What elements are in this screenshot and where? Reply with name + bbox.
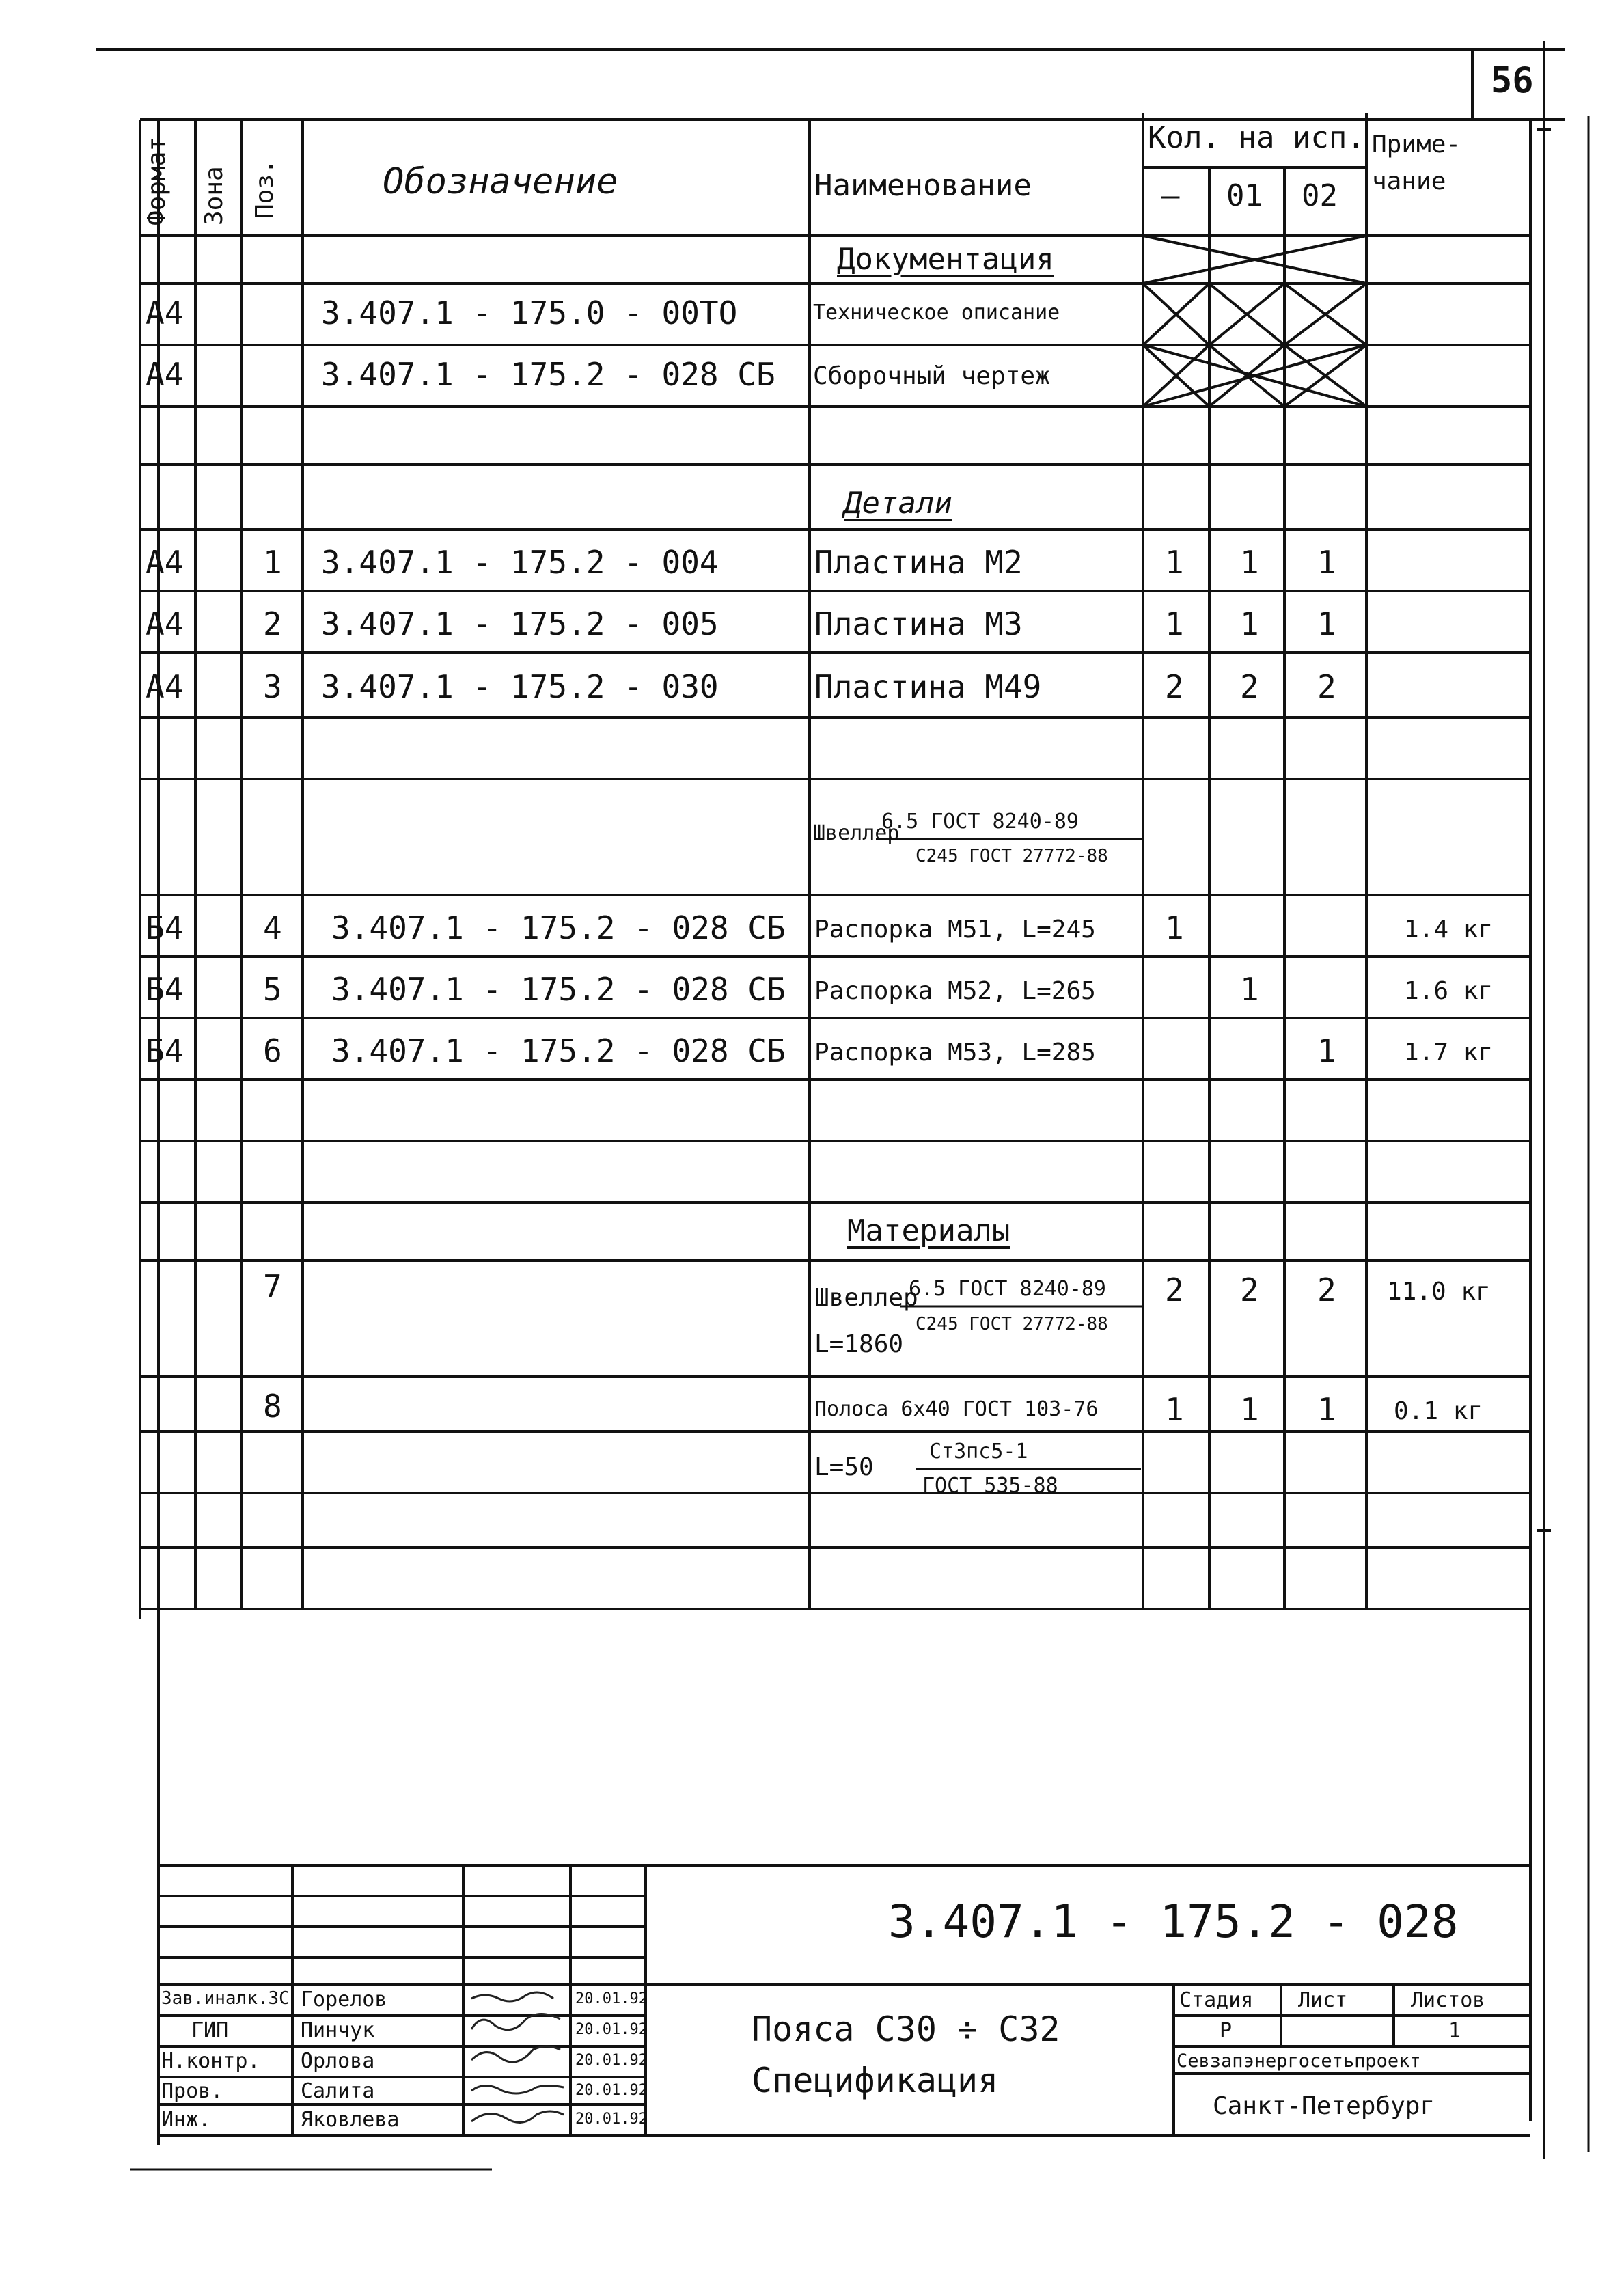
row-note: 1.6 кг	[1404, 977, 1494, 1005]
person-name: Пинчук	[301, 2018, 375, 2042]
row-qty-01: 2	[1240, 1272, 1259, 1308]
shveller-prefix: Швеллер	[813, 821, 900, 845]
row-designation: 3.407.1 - 175.2 - 028 СБ	[321, 356, 775, 393]
row-qty-02: 1	[1317, 544, 1336, 581]
row-designation: 3.407.1 - 175.2 - 028 СБ	[331, 971, 786, 1008]
signatures-graphic	[471, 1992, 564, 2122]
qty-column-3: 02	[1302, 178, 1338, 213]
row-qty-02: 1	[1317, 1391, 1336, 1428]
row-name: Техническое описание	[813, 301, 1060, 325]
row-qty-01: 1	[1240, 1391, 1259, 1428]
row-qty-base: 1	[1165, 1391, 1184, 1428]
row-qty-01: 1	[1240, 605, 1259, 642]
row-pos: 3	[263, 668, 282, 705]
role-label: Н.контр.	[161, 2049, 260, 2073]
document-code: 3.407.1 - 175.2 - 028	[888, 1895, 1459, 1948]
material7-numerator: 6.5 ГОСТ 8240-89	[909, 1277, 1106, 1301]
row-name: Пластина М2	[814, 544, 1023, 581]
row-designation: 3.407.1 - 175.0 - 00ТО	[321, 294, 738, 331]
row-pos: 8	[263, 1388, 282, 1425]
row-pos: 4	[263, 909, 282, 946]
row-pos: 7	[263, 1268, 282, 1305]
row-qty-02: 1	[1317, 1032, 1336, 1069]
row-name: Пластина М3	[814, 605, 1023, 642]
sheet-label: Лист	[1298, 1988, 1348, 2012]
qty-column-1: —	[1161, 178, 1180, 213]
role-label: Пров.	[161, 2079, 223, 2103]
note-column-header: Приме- чание	[1372, 131, 1461, 195]
qty-column-2: 01	[1226, 178, 1263, 213]
row-qty-base: 1	[1165, 605, 1184, 642]
row-name: Распорка М51, L=245	[814, 916, 1096, 944]
row-qty-base: 1	[1165, 909, 1184, 946]
format-column-header: Формат	[143, 136, 171, 225]
row-note: 1.7 кг	[1404, 1039, 1494, 1067]
document-title: Пояса С30 ÷ С32	[752, 2009, 1060, 2049]
row-note: 0.1 кг	[1394, 1397, 1483, 1425]
section-documentation: Документация	[837, 242, 1054, 277]
row-note: 1.4 кг	[1404, 916, 1494, 944]
material8-numerator: Ст3пс5-1	[929, 1440, 1028, 1464]
role-label: Зав.иналк.ЗС	[161, 1988, 290, 2009]
row-format: Б4	[146, 971, 184, 1008]
row-qty-02: 2	[1317, 1272, 1336, 1308]
sign-date: 20.01.92	[575, 2111, 648, 2128]
material8-length: L=50	[814, 1453, 874, 1481]
section-materials: Материалы	[847, 1213, 1010, 1248]
material7-length: L=1860	[814, 1330, 904, 1358]
person-name: Яковлева	[301, 2108, 400, 2132]
row-qty-02: 1	[1317, 605, 1336, 642]
sign-date: 20.01.92	[575, 1990, 648, 2007]
sheets-value: 1	[1448, 2019, 1461, 2043]
row-qty-01: 1	[1240, 544, 1259, 581]
row-designation: 3.407.1 - 175.2 - 028 СБ	[331, 909, 786, 946]
row-pos: 2	[263, 605, 282, 642]
shveller-denominator: С245 ГОСТ 27772-88	[916, 846, 1108, 866]
row-designation: 3.407.1 - 175.2 - 030	[321, 668, 719, 705]
zone-column-header: Зона	[200, 166, 228, 225]
row-name: Распорка М52, L=265	[814, 977, 1096, 1005]
person-name: Орлова	[301, 2049, 375, 2073]
page-number: 56	[1491, 60, 1534, 101]
row-pos: 5	[263, 971, 282, 1008]
row-format: А4	[146, 356, 184, 393]
row-name: Пластина М49	[814, 668, 1042, 705]
row-format: Б4	[146, 909, 184, 946]
material8-denominator: ГОСТ 535-88	[922, 1474, 1058, 1498]
material7-prefix: Швеллер	[814, 1284, 918, 1312]
row-designation: 3.407.1 - 175.2 - 005	[321, 605, 719, 642]
row-pos: 1	[263, 544, 282, 581]
stage-label: Стадия	[1179, 1988, 1254, 2012]
stage-value: Р	[1220, 2019, 1233, 2043]
row-qty-01: 2	[1240, 668, 1259, 705]
sheets-label: Листов	[1411, 1988, 1485, 2012]
person-name: Горелов	[301, 1988, 387, 2011]
sign-date: 20.01.92	[575, 2082, 648, 2099]
pos-column-header: Поз.	[251, 159, 279, 219]
row-format: А4	[146, 668, 184, 705]
row-pos: 6	[263, 1032, 282, 1069]
role-label: ГИП	[191, 2018, 229, 2042]
organization-city: Санкт-Петербург	[1213, 2092, 1435, 2120]
row-format: Б4	[146, 1032, 184, 1069]
name-column-header: Наименование	[814, 168, 1032, 203]
row-qty-base: 2	[1165, 668, 1184, 705]
row-format: А4	[146, 605, 184, 642]
row-name: Сборочный чертеж	[813, 362, 1050, 390]
sign-date: 20.01.92	[575, 2052, 648, 2069]
row-designation: 3.407.1 - 175.2 - 004	[321, 544, 719, 581]
row-format: А4	[146, 294, 184, 331]
material8-line1: Полоса 6х40 ГОСТ 103-76	[814, 1397, 1099, 1421]
designation-column-header: Обозначение	[383, 161, 618, 202]
row-qty-base: 1	[1165, 544, 1184, 581]
organization: Севзапэнергосетьпроект	[1176, 2050, 1421, 2072]
row-qty-02: 2	[1317, 668, 1336, 705]
material7-denominator: С245 ГОСТ 27772-88	[916, 1314, 1108, 1334]
section-details: Детали	[844, 486, 952, 521]
role-label: Инж.	[161, 2108, 211, 2132]
row-name: Распорка М53, L=285	[814, 1039, 1096, 1067]
person-name: Салита	[301, 2079, 375, 2103]
row-qty-base: 2	[1165, 1272, 1184, 1308]
shveller-numerator: 6.5 ГОСТ 8240-89	[881, 810, 1079, 834]
row-qty-01: 1	[1240, 971, 1259, 1008]
row-designation: 3.407.1 - 175.2 - 028 СБ	[331, 1032, 786, 1069]
sign-date: 20.01.92	[575, 2021, 648, 2038]
row-format: А4	[146, 544, 184, 581]
qty-column-header: Кол. на исп.	[1148, 120, 1365, 155]
document-subtitle: Спецификация	[752, 2061, 999, 2100]
row-note: 11.0 кг	[1387, 1278, 1491, 1306]
